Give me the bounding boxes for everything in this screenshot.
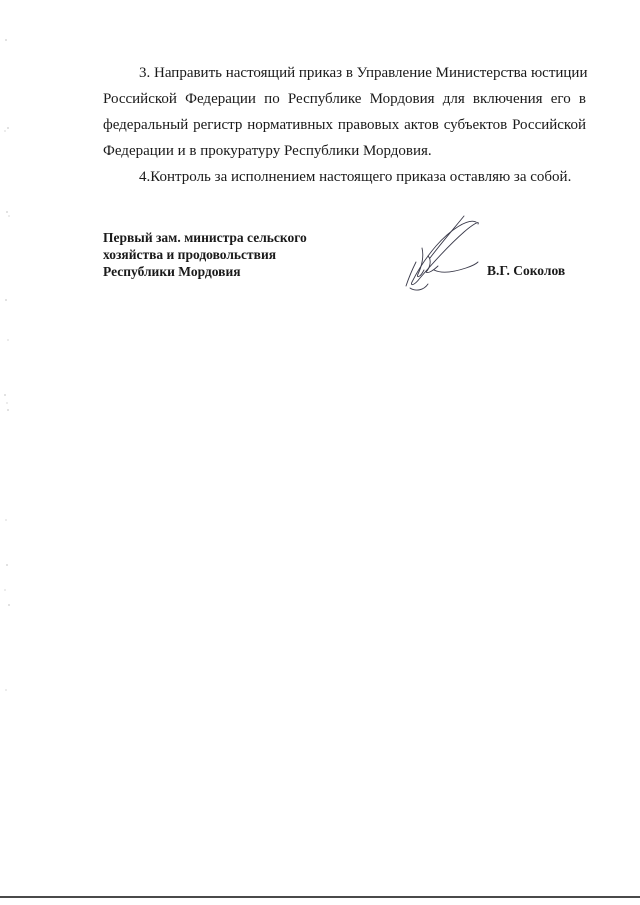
scan-bottom-edge [0, 896, 640, 898]
signatory-title-line-1: Первый зам. министра сельского [103, 230, 307, 245]
handwritten-signature [398, 212, 488, 292]
paragraph-3 [103, 60, 586, 164]
paragraph-3-line-4: Федерации и в прокуратуру Республики Мордовия. [103, 143, 432, 159]
scan-artifacts [0, 0, 30, 905]
signatory-name: В.Г. Соколов [487, 263, 566, 278]
signatory-title-line-3: Республики Мордовия [103, 264, 241, 279]
paragraph-3-line-3: федеральный регистр нормативных правовых актов субъектов Российской [103, 117, 586, 133]
signatory-title-line-2: хозяйства и продовольствия [103, 247, 277, 262]
signatory-title [103, 229, 307, 280]
paragraph-4 [103, 164, 586, 190]
paragraph-3-line-1: 3. Направить настоящий приказ в Управление Министерства юстиции [139, 65, 588, 81]
paragraph-4-line-1: 4.Контроль за исполнением настоящего приказа оставляю за собой. [139, 169, 572, 185]
paragraph-3-line-2: Российской Федерации по Республике Мордовия для включения его в [103, 91, 586, 107]
